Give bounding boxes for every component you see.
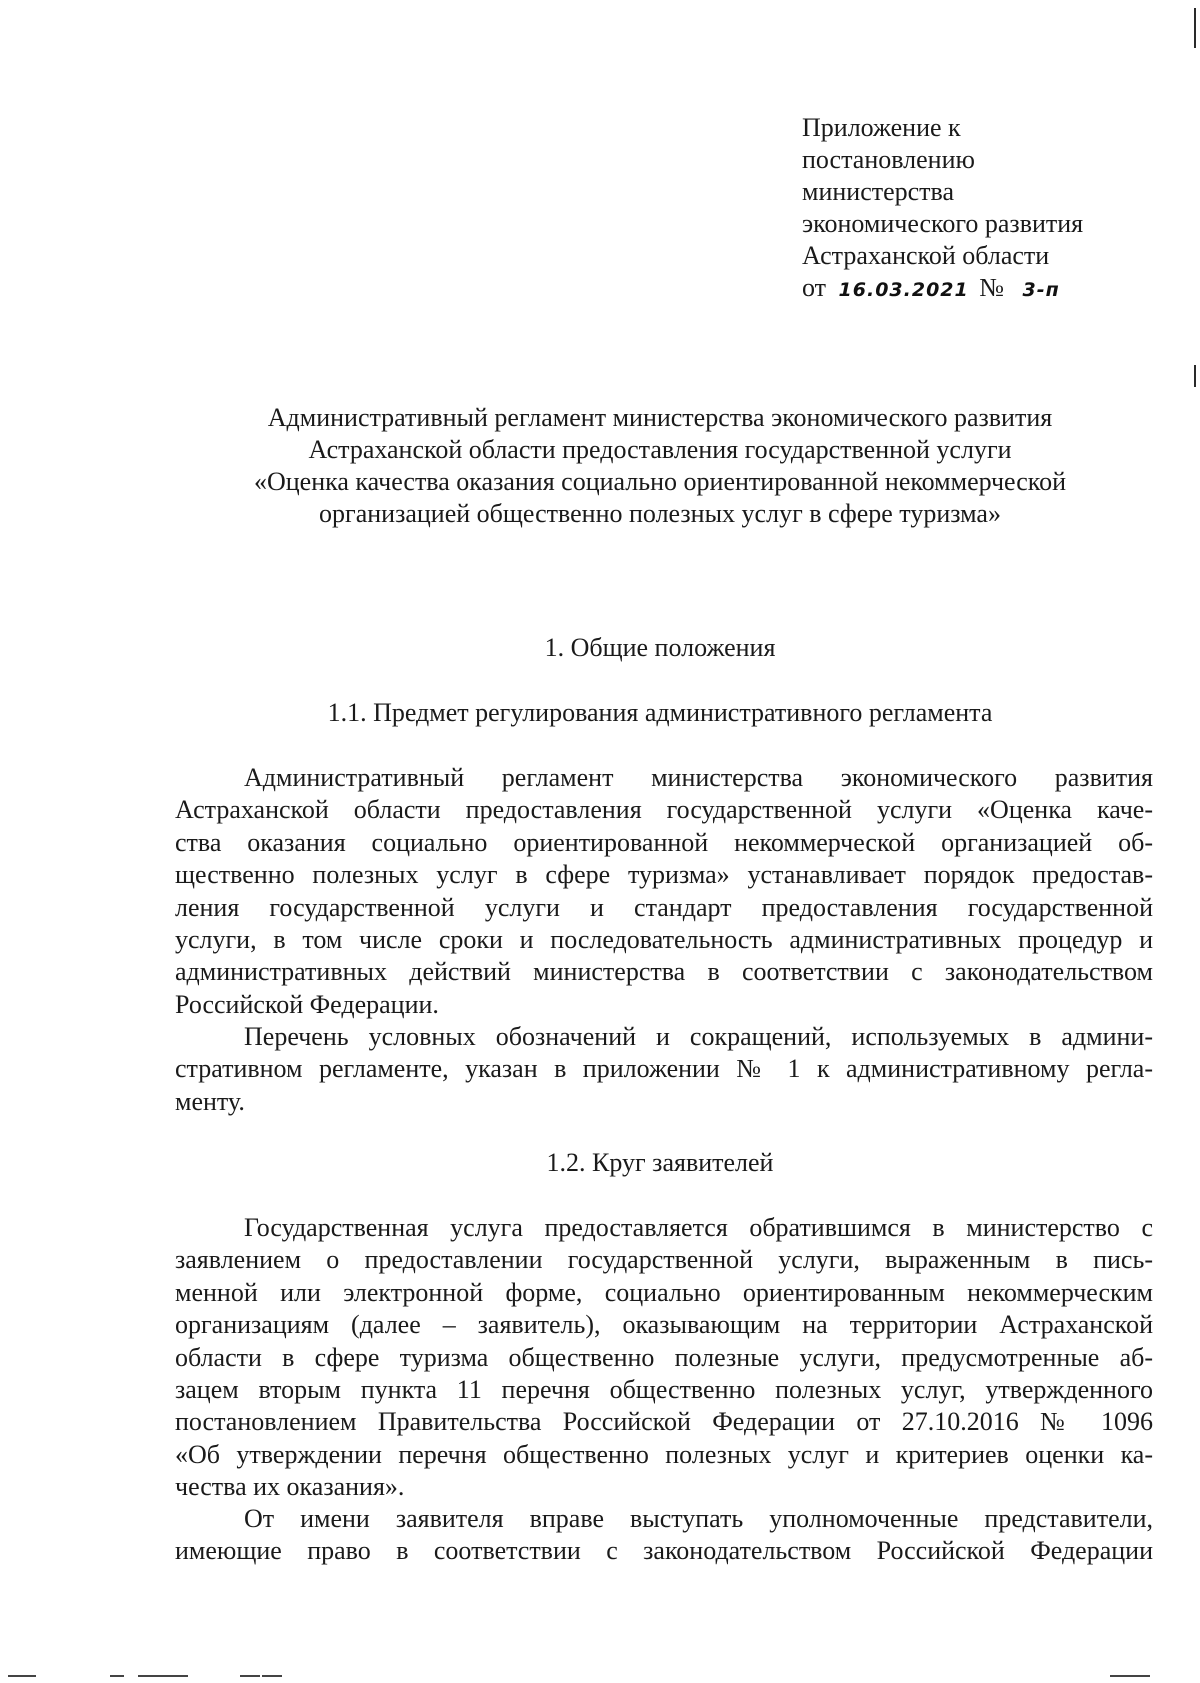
paragraph-subject — [175, 762, 1153, 1021]
handwritten-number: 3-п — [1022, 279, 1060, 301]
annex-line-1: Приложение к — [802, 113, 961, 142]
subsection-heading-subject: 1.1. Предмет регулирования административного регламента — [327, 698, 993, 727]
title-line-2: Астраханской области предоставления государственной услуги — [308, 435, 1012, 464]
annex-line-3: министерства — [802, 177, 955, 206]
paragraph-abbreviations — [175, 1021, 1153, 1118]
annex-from-label: от — [802, 273, 827, 302]
paragraph-line: менту. — [175, 1086, 245, 1116]
annex-number-label: № — [979, 273, 1005, 302]
annex-line-4: экономического развития — [802, 209, 1084, 238]
paragraph-line: менной или электронной форме, социально ориентированным некоммерческим — [175, 1277, 1153, 1307]
annex-block — [802, 112, 1142, 306]
paragraph-line: ства оказания социально ориентированной некоммерческой организацией об- — [175, 827, 1153, 857]
paragraph-representatives — [175, 1503, 1153, 1568]
paragraph-line: области в сфере туризма общественно полезные услуги, предусмотренные аб- — [175, 1342, 1153, 1372]
paragraph-line: Государственная услуга предоставляется обратившимся в министерство с — [244, 1213, 1153, 1242]
paragraph-line: чества их оказания». — [175, 1472, 405, 1502]
paragraph-line: Российской Федерации. — [175, 989, 439, 1019]
scan-edge-mark — [1194, 365, 1196, 387]
paragraph-line: зацем вторым пункта 11 перечня общественно полезных услуг, утвержденного — [175, 1374, 1153, 1404]
paragraph-line: постановлением Правительства Российской Федерации от 27.10.2016 № 1096 — [175, 1407, 1153, 1437]
paragraph-line: щественно полезных услуг в сфере туризма» устанавливает порядок предостав- — [175, 860, 1153, 890]
paragraph-line: организациям (далее – заявитель), оказывающим на территории Астраханской — [175, 1310, 1153, 1340]
paragraph-line: Астраханской области предоставления государственной услуги «Оценка каче- — [175, 795, 1153, 825]
paragraph-line: Административный регламент министерства экономического развития — [244, 763, 1153, 792]
paragraph-line: «Об утверждении перечня общественно полезных услуг и критериев оценки ка- — [175, 1439, 1153, 1469]
paragraph-line: заявлением о предоставлении государственной услуги, выраженным в пись- — [175, 1245, 1153, 1275]
document-title — [110, 402, 1200, 530]
paragraph-line: стративном регламенте, указан в приложении № 1 к административному регла- — [175, 1054, 1153, 1084]
title-line-4: организацией общественно полезных услуг в сфере туризма» — [319, 499, 1001, 528]
annex-line-2: постановлению — [802, 145, 975, 174]
paragraph-line: услуги, в том числе сроки и последовательность административных процедур и — [175, 924, 1153, 954]
annex-line-5: Астраханской области — [802, 241, 1050, 270]
paragraph-line: Перечень условных обозначений и сокращений, используемых в админи- — [244, 1022, 1153, 1051]
handwritten-date: 16.03.2021 — [838, 279, 969, 301]
paragraph-line: От имени заявителя вправе выступать уполномоченные представители, — [244, 1504, 1153, 1533]
scan-bottom-strip — [0, 1675, 1200, 1677]
title-line-1: Административный регламент министерства экономического развития — [267, 403, 1053, 432]
paragraph-line: ления государственной услуги и стандарт предоставления государственной — [175, 892, 1153, 922]
scan-edge-mark — [1194, 8, 1196, 48]
paragraph-applicants — [175, 1212, 1153, 1504]
section-heading-general: 1. Общие положения — [544, 633, 776, 662]
paragraph-line: имеющие право в соответствии с законодательством Российской Федерации — [175, 1536, 1153, 1566]
paragraph-line: административных действий министерства в соответствии с законодательством — [175, 957, 1153, 987]
annex-date-line — [802, 272, 1142, 306]
title-line-3: «Оценка качества оказания социально ориентированной некоммерческой — [253, 467, 1067, 496]
subsection-heading-applicants: 1.2. Круг заявителей — [546, 1148, 774, 1177]
